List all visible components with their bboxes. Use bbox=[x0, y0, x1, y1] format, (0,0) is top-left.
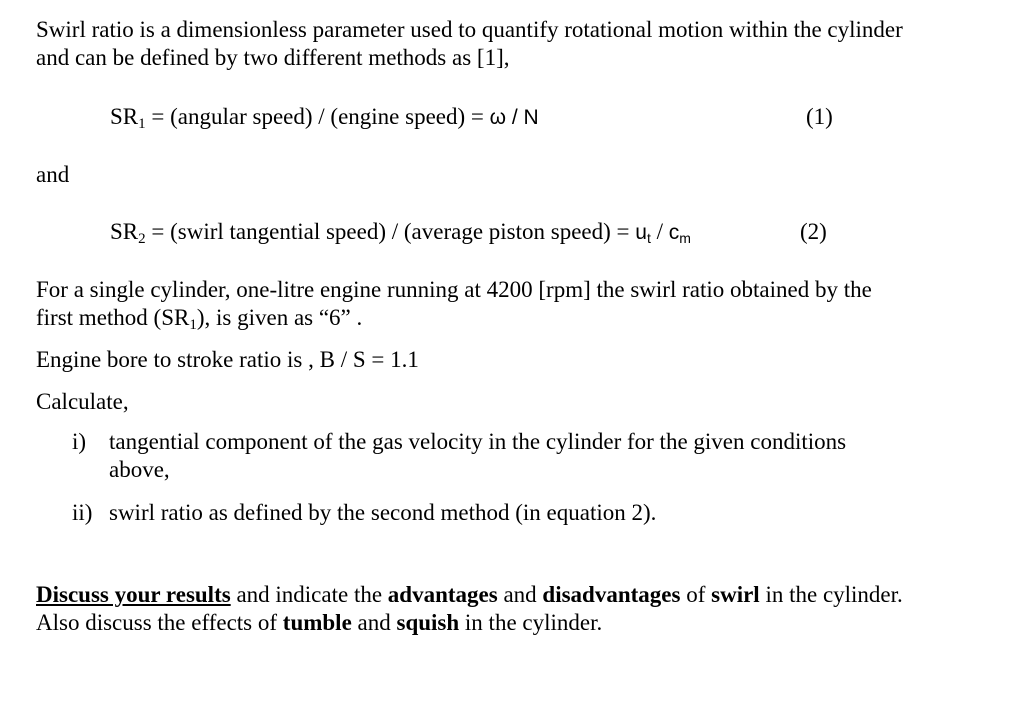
task-number-1: i) bbox=[72, 429, 87, 454]
equation-1-number: (1) bbox=[806, 104, 833, 129]
given-line-2-subscript: 1 bbox=[189, 317, 197, 333]
task-text-1 bbox=[109, 428, 846, 484]
discussion-line-2 bbox=[36, 609, 903, 637]
discussion-paragraph bbox=[36, 581, 903, 637]
swirl-emphasis: swirl bbox=[711, 582, 760, 607]
intro-line-2: and can be defined by two different methods as [1], bbox=[36, 45, 510, 70]
equation-2-number: (2) bbox=[800, 219, 827, 244]
discussion-text-a: and indicate the bbox=[230, 582, 388, 607]
task-2-line-1: swirl ratio as defined by the second method (in equation 2). bbox=[109, 500, 657, 525]
discussion-text-d: in the cylinder. bbox=[759, 582, 903, 607]
discussion-line-1 bbox=[36, 581, 903, 609]
discussion-text-f: and bbox=[351, 610, 397, 635]
connector-and: and bbox=[36, 162, 70, 187]
eq2-sr-subscript: 2 bbox=[138, 231, 146, 247]
discussion-text-e: Also discuss the effects of bbox=[36, 610, 283, 635]
eq2-c-symbol: c bbox=[668, 221, 680, 244]
advantages-emphasis: advantages bbox=[387, 582, 498, 607]
discussion-text-g: in the cylinder. bbox=[459, 610, 603, 635]
task-item-2 bbox=[72, 499, 657, 527]
bore-stroke-ratio: Engine bore to stroke ratio is , B / S = 1.1 bbox=[36, 347, 419, 372]
disadvantages-emphasis: disadvantages bbox=[542, 582, 681, 607]
eq2-sr-label: SR bbox=[110, 219, 139, 244]
given-paragraph bbox=[36, 276, 872, 332]
eq1-sr-label: SR bbox=[110, 104, 139, 129]
eq2-u-symbol: u bbox=[635, 221, 647, 244]
given-line-1: For a single cylinder, one-litre engine running at 4200 [rpm] the swirl ratio obtained by the bbox=[36, 277, 872, 302]
eq1-symbols: ω / N bbox=[489, 106, 539, 129]
task-item-1 bbox=[72, 428, 847, 482]
equation-2 bbox=[110, 218, 691, 247]
task-1-line-1: tangential component of the gas velocity in the cylinder for the given conditions bbox=[109, 429, 847, 454]
task-1-line-2: above, bbox=[109, 457, 170, 482]
eq2-slash: / bbox=[650, 219, 669, 244]
discuss-results-emphasis: Discuss your results bbox=[36, 582, 231, 607]
task-number-2: ii) bbox=[72, 500, 93, 525]
calculate-label: Calculate, bbox=[36, 389, 129, 414]
discussion-text-c: of bbox=[680, 582, 712, 607]
eq2-c-subscript: m bbox=[679, 230, 691, 246]
task-text-2 bbox=[109, 499, 656, 527]
given-line-2 bbox=[36, 304, 872, 332]
tumble-emphasis: tumble bbox=[282, 610, 352, 635]
squish-emphasis: squish bbox=[396, 610, 460, 635]
discussion-text-b: and bbox=[497, 582, 543, 607]
eq1-sr-subscript: 1 bbox=[138, 116, 146, 132]
intro-paragraph bbox=[36, 16, 903, 72]
equation-1 bbox=[110, 103, 539, 132]
eq2-u-subscript: t bbox=[646, 230, 651, 246]
intro-line-1: Swirl ratio is a dimensionless parameter used to quantify rotational motion within the cylinder bbox=[36, 17, 903, 42]
given-line-2-b: ), is given as “6” . bbox=[196, 305, 363, 330]
eq1-text: = (angular speed) / (engine speed) = bbox=[145, 104, 490, 129]
eq2-text: = (swirl tangential speed) / (average piston speed) = bbox=[145, 219, 636, 244]
given-line-2-a: first method (SR bbox=[36, 305, 190, 330]
